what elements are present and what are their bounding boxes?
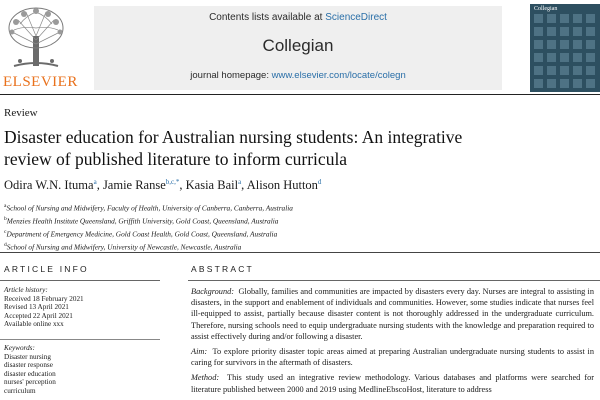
contents-line [94,12,502,23]
title-line: review of published literature to inform curricula [4,149,348,169]
contents-prefix: Contents lists available at [209,12,326,23]
affiliation [4,201,293,214]
affiliation-marker[interactable]: a [93,178,97,186]
method-label: Method: [191,373,220,383]
author-name: Odira W.N. Ituma [4,178,94,193]
affiliation-marker[interactable]: b,c,* [165,178,180,186]
method-text: This study used an integrative review methodology. Various databases and platforms were searched for literature published between 2000 and 2019 using MedlineEbscoHost, literature to address [191,373,595,394]
homepage-line [94,70,502,81]
affiliation [4,227,293,240]
affiliation-marker[interactable]: a [238,178,242,186]
article-type: Review [4,107,38,119]
keyword: curriculum [4,386,36,395]
history-entry: Received 18 February 2021 [4,294,84,303]
keywords [4,344,56,396]
abstract-background [191,286,594,342]
journal-cover-image[interactable] [530,4,600,92]
author-name: Alison Hutton [246,178,318,193]
journal-banner [94,6,502,90]
cover-pattern-icon [534,14,596,90]
keyword: Disaster nursing [4,352,51,361]
affiliation-text: Menzies Health Institute Queensland, Griffith University, Gold Coast, Queensland, Australia [6,216,279,226]
aim-text: To explore priority disaster topic areas aimed at preparing Australian undergraduate nursing students to assist in caring for survivors in the aftermath of disasters. [191,347,594,368]
aim-label: Aim: [191,347,208,357]
publisher-name: ELSEVIER [3,74,78,90]
abstract-aim [191,346,594,368]
keyword: disaster response [4,361,53,370]
background-label: Background: [191,287,235,296]
keyword: disaster education [4,369,56,378]
abstract-body [191,286,594,399]
masthead-divider [0,94,600,95]
author-name: Jamie Ranse [102,178,166,193]
keyword: nurses' perception [4,378,56,387]
background-text: Globally, families and communities are impacted by disasters every day. Nurses are integral to assisting in disasters, in the support and enablement of individuals and communities. However, some studies indicate that nurses feel ill-equipped to assist, partially because disaster content is not thoroughly addressed in the undergraduate curriculum. Therefore, nursing schools need to equip undergraduate nursing students with the knowledge and preparation required to assist effectively during and/or following a disaster. [191,287,594,341]
history-entry: Revised 13 April 2021 [4,303,69,312]
affiliation-letter: d [4,242,7,249]
history-entry: Accepted 22 April 2021 [4,311,73,320]
affiliation-text: School of Nursing and Midwifery, Faculty of Health, University of Canberra, Canberra, Australia [6,203,293,213]
homepage-prefix: journal homepage: [190,70,272,81]
history-label: Article history: [4,286,48,294]
title-line: Disaster education for Australian nursing students: An integrative [4,127,463,147]
keywords-divider [0,339,160,340]
abstract-method [191,372,594,394]
article-history [4,286,84,329]
journal-masthead [0,0,600,96]
affiliation-letter: c [4,229,7,236]
header-divider [0,252,600,253]
author-list: Odira W.N. Ituma$^a$, Jamie Ranse$^{b,c,*}$, Kasia Bail$^a$, Alison Hutton$^d$ [4,178,322,193]
elsevier-tree-icon [6,6,66,72]
history-entry: Available online xxx [4,320,64,329]
affiliation [4,214,293,227]
affiliations [4,201,293,254]
journal-name: Collegian [262,36,334,55]
affiliation-letter: a [4,203,7,209]
cover-title: Collegian [534,6,558,12]
article-title [4,126,564,170]
elsevier-logo[interactable] [0,6,78,90]
abstract-heading: ABSTRACT [191,264,254,274]
abstract-divider [188,280,600,281]
article-info-heading: ARTICLE INFO [4,264,89,274]
affiliation-marker[interactable]: d [317,178,322,186]
author-name: Kasia Bail [185,178,239,193]
homepage-link[interactable]: www.elsevier.com/locate/colegn [271,70,406,81]
affiliation-text: Department of Emergency Medicine, Gold Coast Health, Gold Coast, Queensland, Australia [6,229,278,239]
article-info-divider [0,280,160,281]
affiliation-letter: b [4,216,7,223]
sciencedirect-link[interactable]: ScienceDirect [325,12,387,23]
keywords-label: Keywords: [4,344,35,352]
affiliation-text: School of Nursing and Midwifery, University of Newcastle, Newcastle, Australia [6,242,242,252]
